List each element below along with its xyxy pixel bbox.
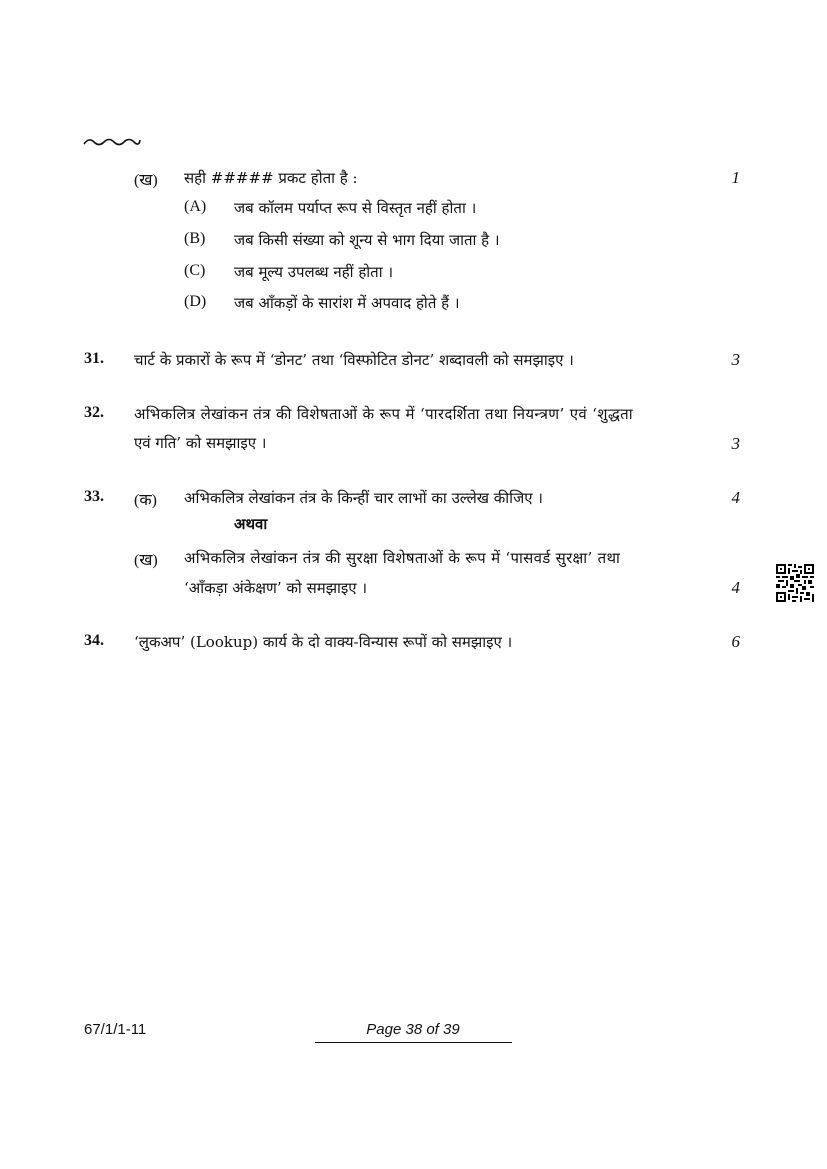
marks: 4 <box>731 488 740 507</box>
option-label-d: (D) <box>184 293 207 310</box>
option-text-d: जब आँकड़ों के सारांश में अपवाद होते हैं । <box>234 294 460 312</box>
question-text: चार्ट के प्रकारों के रूप में ‘डोनट’ तथा ‘विस्फोटित डोनट’ शब्दावली को समझाइए । <box>134 351 574 369</box>
page-number: Page 38 of 39 <box>366 1021 460 1038</box>
wave-ornament-icon <box>82 134 142 150</box>
tilde-ornament <box>82 134 142 154</box>
question-number: 33. <box>84 488 104 505</box>
question-text: अभिकलित्र लेखांकन तंत्र के किन्हीं चार लाभों का उल्लेख कीजिए । <box>184 489 543 507</box>
question-text-line2: एवं गति’ को समझाइए । <box>134 434 267 452</box>
subpart-label: (ख) <box>134 172 158 189</box>
option-text-a: जब कॉलम पर्याप्त रूप से विस्तृत नहीं होता । <box>234 199 477 217</box>
question-text-line1: अभिकलित्र लेखांकन तंत्र की विशेषताओं के रूप में ‘पारदर्शिता तथा नियन्त्रण’ एवं ‘शुद्धता <box>134 405 633 423</box>
marks: 6 <box>731 632 740 651</box>
marks: 3 <box>731 434 740 453</box>
question-number: 31. <box>84 350 104 367</box>
option-label-b: (B) <box>184 230 206 247</box>
marks: 4 <box>731 578 740 597</box>
option-label-a: (A) <box>184 198 207 215</box>
question-text: ‘लुकअप’ (Lookup) कार्य के दो वाक्य-विन्यास रूपों को समझाइए । <box>134 633 513 651</box>
question-number: 34. <box>84 632 104 649</box>
subpart-label: (क) <box>134 492 157 509</box>
footer-rule <box>315 1042 512 1043</box>
question-text-line2: ‘आँकड़ा अंकेक्षण’ को समझाइए । <box>184 579 368 597</box>
marks: 3 <box>731 350 740 369</box>
option-text-c: जब मूल्य उपलब्ध नहीं होता । <box>234 263 394 281</box>
option-label-c: (C) <box>184 262 206 279</box>
subpart-label: (ख) <box>134 552 158 569</box>
qr-code-icon <box>776 564 814 602</box>
or-divider: अथवा <box>234 515 268 533</box>
paper-code: 67/1/1-11 <box>84 1021 147 1038</box>
option-text-b: जब किसी संख्या को शून्य से भाग दिया जाता है । <box>234 231 500 249</box>
question-text: सही ##### प्रकट होता है : <box>184 169 358 187</box>
marks: 1 <box>731 168 740 187</box>
question-text-line1: अभिकलित्र लेखांकन तंत्र की सुरक्षा विशेषताओं के रूप में ‘पासवर्ड सुरक्षा’ तथा <box>184 549 621 567</box>
question-number: 32. <box>84 404 104 421</box>
